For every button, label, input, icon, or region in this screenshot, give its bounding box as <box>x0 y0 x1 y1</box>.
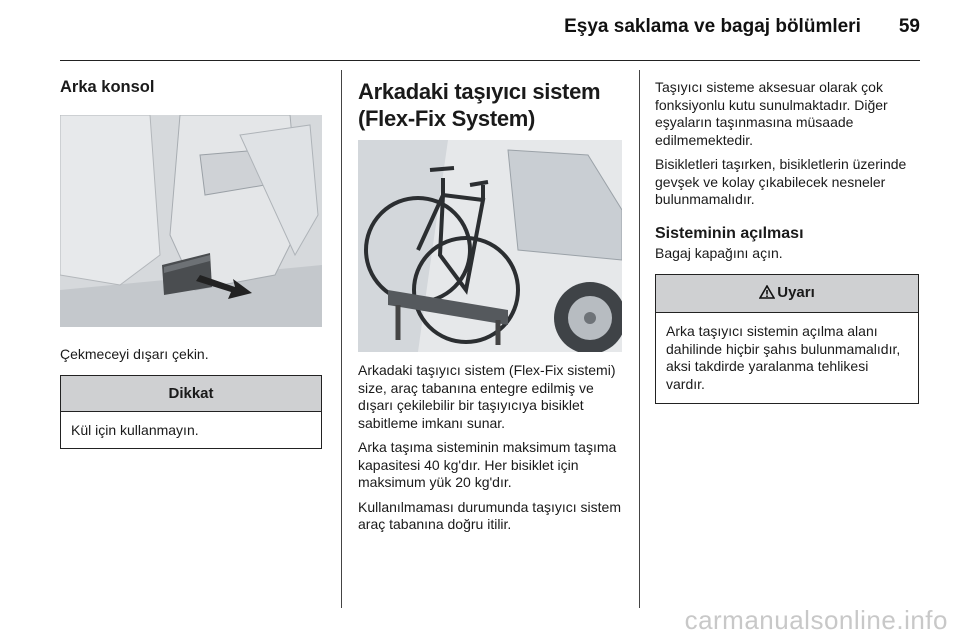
warning-triangle-icon <box>759 285 775 303</box>
bike-loose-items-paragraph: Bisikletleri taşırken, bisikletlerin üzerinde gevşek ve kolay çıkabilecek nesneler bulunmamalıdır. <box>655 156 907 207</box>
open-tailgate-instruction: Bagaj kapağını açın. <box>655 244 783 261</box>
column-divider-1 <box>341 70 342 608</box>
header-rule <box>60 60 920 61</box>
title-line-1: Arkadaki taşıyıcı sistem <box>358 79 601 104</box>
flex-fix-paragraph-3: Kullanılmaması durumunda taşıyıcı sistem araç tabanına doğru itilir. <box>358 498 621 532</box>
column-rear-console <box>60 70 322 449</box>
notice-box <box>60 375 322 450</box>
drawer-illustration <box>60 115 322 327</box>
watermark: carmanualsonline.info <box>684 605 948 635</box>
warning-title: Uyarı <box>777 284 815 301</box>
flex-fix-paragraph-1: Arkadaki taşıyıcı sistem (Flex-Fix sistemi) size, araç tabanına entegre edilmiş ve dışarı çekilebilir bir taşıyıcıya bisiklet sabitleme imkanı sunar. <box>358 362 616 431</box>
bike-carrier-illustration <box>358 140 622 352</box>
column-divider-2 <box>639 70 640 608</box>
section-title-flex-fix <box>358 78 622 132</box>
notice-text: Kül için kullanmayın. <box>71 421 199 438</box>
column-system-info <box>655 70 923 404</box>
title-line-2: (Flex-Fix System) <box>358 106 536 131</box>
notice-title: Dikkat <box>61 376 321 412</box>
accessory-paragraph: Taşıyıcı sisteme aksesuar olarak çok fonksiyonlu kutu sunulmaktadır. Diğer eşyaların taşınmasına müsaade edilmemektedir. <box>655 79 888 148</box>
drawer-instruction: Çekmeceyi dışarı çekin. <box>60 346 209 362</box>
figure-rear-console-drawer <box>60 115 322 327</box>
warning-header <box>656 275 918 313</box>
warning-text: Arka taşıyıcı sistemin açılma alanı dahilinde hiçbir şahıs bulunmamalıdır, aksi takdirde yaralanma tehlikesi vardır. <box>666 323 901 392</box>
subheading-opening: Sisteminin açılması <box>655 224 804 242</box>
flex-fix-paragraph-2: Arka taşıma sisteminin maksimum taşıma kapasitesi 40 kg'dır. Her bisiklet için maksimum yük 20 kg'dır. <box>358 439 617 490</box>
header-title: Eşya saklama ve bagaj bölümleri <box>564 16 861 37</box>
section-heading-rear-console: Arka konsol <box>60 78 155 96</box>
page-header <box>0 16 920 38</box>
column-flex-fix <box>358 70 622 541</box>
page-number: 59 <box>898 16 920 37</box>
warning-box <box>655 274 919 404</box>
figure-bike-carrier <box>358 140 622 352</box>
